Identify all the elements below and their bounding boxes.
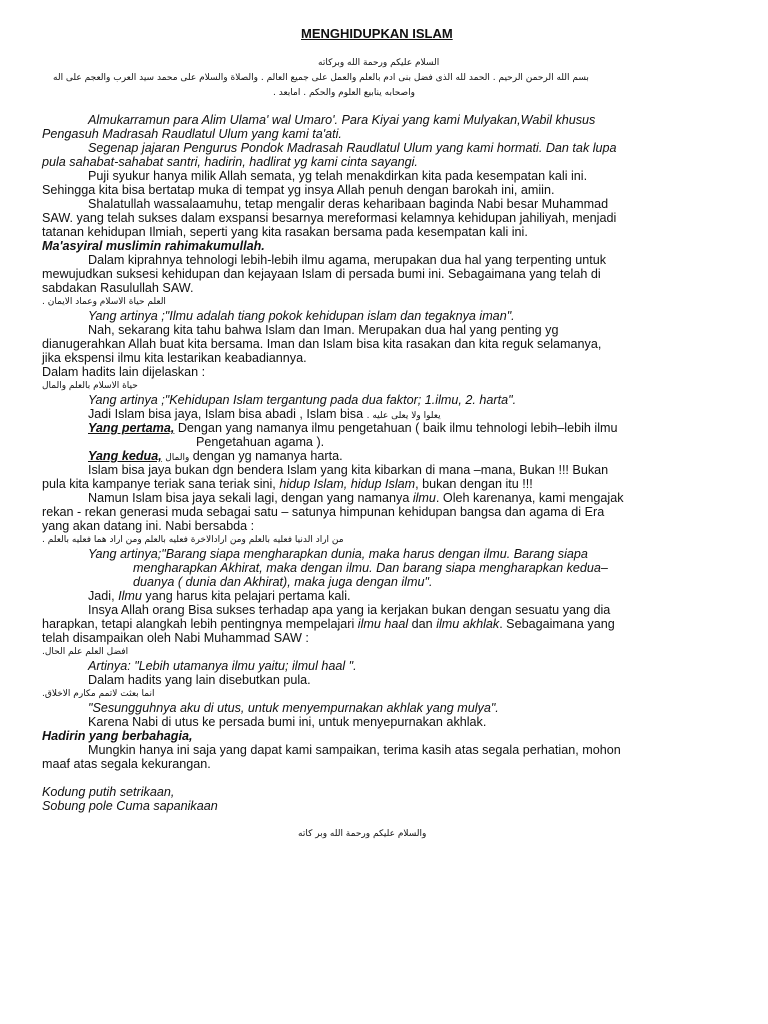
body-text: Namun Islam bisa jaya sekali lagi, dengan yang namanya — [88, 491, 413, 505]
body-line: Dalam kiprahnya tehnologi lebih-lebih ilmu agama, merupakan dua hal yang terpenting untuk — [88, 253, 607, 267]
emphasis-text: Ilmu — [118, 589, 142, 603]
translation-2: Yang artinya ;"Kehidupan Islam tergantung pada dua faktor; 1.ilmu, 2. harta". — [88, 393, 517, 407]
section-heading-hadirin: Hadirin yang berbahagia, — [42, 729, 193, 743]
body-text: harapkan, tetapi alangkah lebih pentingnya mempelajari — [42, 617, 358, 631]
point-text: Dengan yang namanya ilmu pengetahuan ( baik ilmu tehnologi lebih–lebih ilmu — [174, 421, 618, 435]
arabic-inline: والمال — [165, 453, 190, 463]
body-line: rekan - rekan generasi muda sebagai satu – satunya himpunan kehidupan bangsa dan agama di Era — [42, 505, 605, 519]
body-text: . Sebagaimana yang — [499, 617, 615, 631]
arabic-hadith-5: انما بعثت لاتمم مكارم الاخلاق. — [42, 689, 155, 699]
body-line: jika ekspensi ilmu kita lestarikan keabadiannya. — [42, 351, 307, 365]
body-text: . Oleh karenanya, kami mengajak — [435, 491, 624, 505]
arabic-hadith-1: العلم حياة الاسلام وعماد الايمان . — [42, 297, 166, 307]
arabic-inline: يعلوا ولا يعلى عليه . — [366, 411, 441, 421]
arabic-hadith-4: افضل العلم علم الحال. — [42, 647, 129, 657]
greeting-line-2: Pengasuh Madrasah Raudlatul Ulum yang kami ta'ati. — [42, 127, 342, 141]
body-line — [42, 617, 615, 631]
emphasis-text: ilmu akhlak — [436, 617, 500, 631]
arabic-closing-salam: والسلام عليكم ورحمة الله وبر كاته — [298, 829, 427, 839]
point-first — [88, 421, 618, 435]
arabic-hadith-2: حياة الاسلام بالعلم والمال — [42, 381, 138, 391]
body-text: pula kita kampanye teriak sana teriak sini, — [42, 477, 280, 491]
translation-3-line-2: mengharapkan Akhirat, maka dengan ilmu. Dan barang siapa mengharapkan kedua– — [133, 561, 608, 575]
emphasis-text: ilmu haal — [357, 617, 409, 631]
intro-line-5: tatanan kehidupan Ilmiah, seperti yang kita rasakan bersama pada kesempatan kali ini. — [42, 225, 528, 239]
body-line: Karena Nabi di utus ke persada bumi ini, untuk menyepurnakan akhlak. — [88, 715, 487, 729]
greeting-line-1: Almukarramun para Alim Ulama' wal Umaro'. Para Kiyai yang kami Mulyakan,Wabil khusus — [88, 113, 596, 127]
pantun-line-2: Sobung pole Cuma sapanikaan — [42, 799, 218, 813]
greeting-line-3: Segenap jajaran Pengurus Pondok Madrasah Raudlatul Ulum yang kami hormati. Dan tak lupa — [88, 141, 617, 155]
translation-1: Yang artinya ;"Ilmu adalah tiang pokok kehidupan islam dan tegaknya iman". — [88, 309, 515, 323]
translation-3-line-1: Yang artinya;"Barang siapa mengharapkan dunia, maka harus dengan ilmu. Barang siapa — [88, 547, 588, 561]
body-line: Pengetahuan agama ). — [196, 435, 325, 449]
intro-line-4: SAW. yang telah sukses dalam exspansi besarnya mereformasi kelamnya kehidupan jahiliyah, menjadi — [42, 211, 617, 225]
body-line: yang akan datang ini. Nabi bersabda : — [42, 519, 255, 533]
emphasis-text: ilmu — [412, 491, 436, 505]
arabic-hadith-3: من اراد الدنيا فعليه بالعلم ومن ارادالاخرة فعليه بالعلم ومن اراد هما فعليه بالعلم . — [42, 535, 344, 545]
pantun-line-1: Kodung putih setrikaan, — [42, 785, 175, 799]
body-text: , bukan dengan itu !!! — [415, 477, 533, 491]
body-text: Jadi, — [88, 589, 119, 603]
body-line: Nah, sekarang kita tahu bahwa Islam dan Iman. Merupakan dua hal yang penting yg — [88, 323, 559, 337]
arabic-salam: السلام عليكم ورحمة الله وبركاته — [318, 58, 440, 68]
intro-line-2: Sehingga kita bisa bertatap muka di tempat yg insya Allah penuh dengan barokah ini, amiin. — [42, 183, 555, 197]
body-line: sabdakan Rasulullah SAW. — [42, 281, 194, 295]
greeting-line-4: pula sahabat-sahabat santri, hadirin, hadlirat yg kami cinta sayangi. — [42, 155, 418, 169]
translation-4: Artinya: "Lebih utamanya ilmu yaitu; ilmul haal ". — [88, 659, 357, 673]
body-line: Dalam hadits yang lain disebutkan pula. — [88, 673, 311, 687]
page-title: MENGHIDUPKAN ISLAM — [301, 26, 453, 41]
body-line — [88, 589, 351, 603]
point-label-second: Yang kedua, — [88, 449, 162, 463]
body-line — [88, 491, 624, 505]
body-line: mewujudkan suksesi kehidupan dan kejayaan Islam di persada bumi ini. Sebagaimana yang telah di — [42, 267, 601, 281]
body-line — [42, 477, 533, 491]
emphasis-text: hidup Islam, hidup Islam — [279, 477, 416, 491]
section-heading-muslimin: Ma'asyiral muslimin rahimakumullah. — [42, 239, 265, 253]
body-text: yang harus kita pelajari pertama kali. — [141, 589, 351, 603]
body-line: dianugerahkan Allah buat kita bersama. Iman dan Islam bisa kita rasakan dan kita reguk selamanya, — [42, 337, 602, 351]
translation-3-line-3: duanya ( dunia dan Akhirat), maka juga dengan ilmu". — [133, 575, 433, 589]
body-line: telah disampaikan oleh Nabi Muhammad SAW : — [42, 631, 309, 645]
intro-line-1: Puji syukur hanya milik Allah semata, yg telah menakdirkan kita pada kesempatan kali ini. — [88, 169, 588, 183]
intro-line-3: Shalatullah wassalaamuhu, tetap mengalir deras keharibaan baginda Nabi besar Muhammad — [88, 197, 609, 211]
closing-line-1: Mungkin hanya ini saja yang dapat kami sampaikan, terima kasih atas segala perhatian, mohon — [88, 743, 621, 757]
body-text: dan — [408, 617, 437, 631]
arabic-opening-line-1: بسم الله الرحمن الرحيم . الحمد لله الذى فضل بنى ادم بالعلم والعمل على جميع العالم . والصلاة والسلام على محمد سيد العرب والعجم على اله — [53, 73, 589, 83]
point-text: dengan yg namanya harta. — [192, 449, 343, 463]
body-line: Insya Allah orang Bisa sukses terhadap apa yang ia kerjakan bukan dengan sesuatu yang dia — [88, 603, 611, 617]
body-text: Jadi Islam bisa jaya, Islam bisa abadi , Islam bisa — [88, 407, 364, 421]
body-line: Dalam hadits lain dijelaskan : — [42, 365, 206, 379]
translation-5: "Sesungguhnya aku di utus, untuk menyempurnakan akhlak yang mulya". — [88, 701, 499, 715]
closing-line-2: maaf atas segala kekurangan. — [42, 757, 211, 771]
arabic-opening-line-2: واصحابه ينابيع العلوم والحكم . امابعد . — [273, 88, 416, 98]
body-line: Islam bisa jaya bukan dgn bendera Islam yang kita kibarkan di mana –mana, Bukan !!! Bukan — [88, 463, 609, 477]
point-label-first: Yang pertama, — [88, 421, 175, 435]
